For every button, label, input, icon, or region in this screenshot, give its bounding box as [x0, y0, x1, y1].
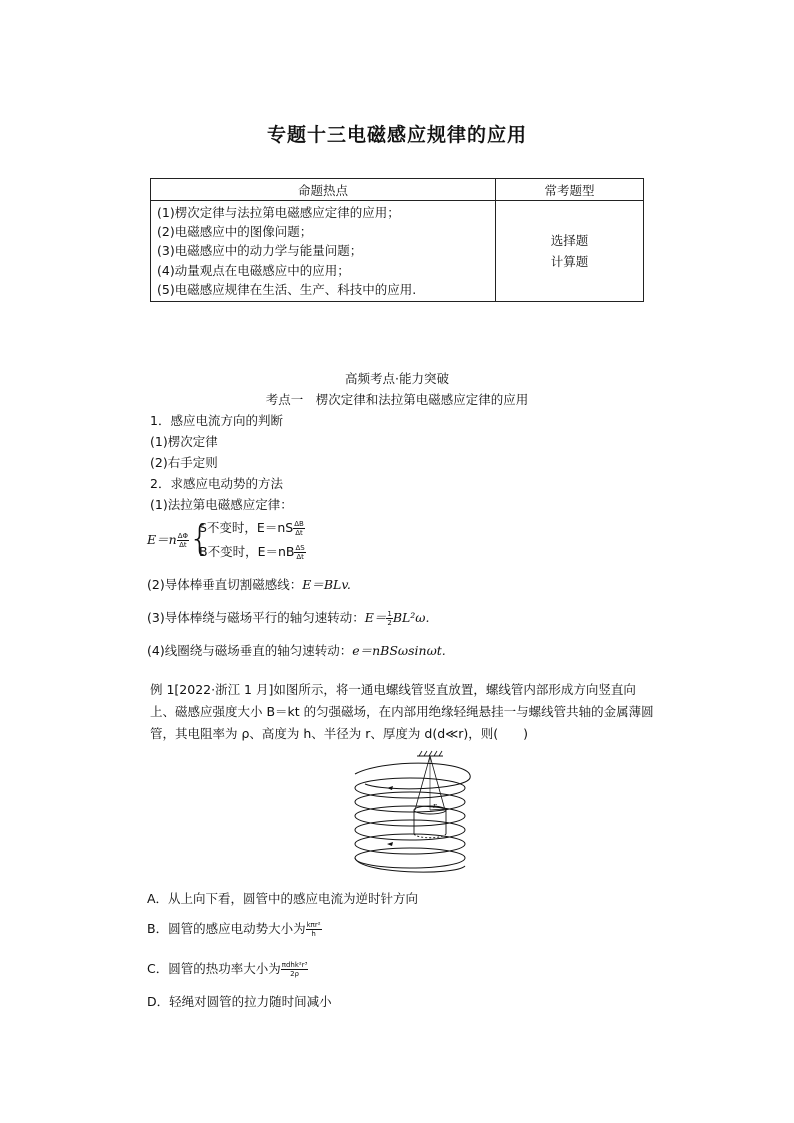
formula-blv: E＝BLv.: [302, 577, 351, 592]
fraction: $\frac{\text{kπr²}}{h}$: [306, 921, 321, 938]
point-1b: (2)右手定则: [150, 455, 218, 470]
choice-b[interactable]: B．圆管的感应电动势大小为 $\frac{\text{kπr²}}{h}$: [147, 921, 321, 938]
topic-list: [151, 201, 496, 302]
point-1: 1．感应电流方向的判断: [150, 413, 283, 428]
list-item: (3)电磁感应中的动力学与能量问题；: [157, 243, 363, 259]
fraction: $\frac{\text{πdhk²r³}}{2\rho}$: [281, 961, 308, 978]
list-item: (4)动量观点在电磁感应中的应用；: [157, 262, 350, 278]
list-item: (5)电磁感应规律在生活、生产、科技中的应用.: [157, 281, 417, 297]
section-heading: 高频考点·能力突破: [345, 371, 449, 386]
fraction: $\frac{\Delta S}{\Delta t}$: [295, 544, 305, 561]
list-item: (1)楞次定律与法拉第电磁感应定律的应用；: [157, 205, 400, 220]
fraction: $\frac{\Delta\Phi}{\Delta t}$: [177, 532, 188, 549]
point-2d: (4)线圈绕与磁场垂直的轴匀速转动：e＝nBSωsinωt.: [147, 643, 446, 658]
choice-c[interactable]: C．圆管的热功率大小为 $\frac{\text{πdhk²r³}}{2\rho}$: [147, 961, 308, 978]
formula-case-1: S不变时，E＝nS: [199, 520, 294, 535]
point-1a: (1)楞次定律: [150, 434, 218, 449]
svg-text:r: r: [433, 802, 437, 810]
topic-table: [150, 178, 644, 302]
formula-lhs: E＝n: [147, 532, 177, 547]
table-header-types: 常考题型: [496, 179, 644, 201]
brace-icon: {: [189, 519, 211, 559]
fraction: $\frac{1}{2}$: [387, 610, 392, 627]
faraday-formula: [147, 518, 407, 568]
question-type: 选择题: [550, 233, 589, 248]
section-subheading: 考点一 楞次定律和法拉第电磁感应定律的应用: [265, 392, 529, 407]
point-2: 2．求感应电动势的方法: [150, 476, 283, 491]
choice-a[interactable]: A．从上向下看，圆管中的感应电流为逆时针方向: [147, 891, 419, 906]
list-item: (2)电磁感应中的图像问题；: [157, 224, 313, 240]
point-2b: (2)导体棒垂直切割磁感线：E＝BLv.: [147, 577, 351, 592]
formula-emf: e＝nBSωsinωt.: [352, 643, 446, 658]
question-types: [496, 201, 644, 302]
fraction: $\frac{\Delta B}{\Delta t}$: [294, 520, 304, 537]
page-title: 专题十三电磁感应规律的应用: [266, 124, 527, 146]
question-type: 计算题: [550, 254, 589, 269]
point-2a: (1)法拉第电磁感应定律：: [150, 497, 293, 512]
solenoid-figure: [325, 748, 475, 888]
table-header-topics: 命题热点: [151, 179, 496, 201]
example-1: 例 1[2022·浙江 1 月]如图所示，将一通电螺线管竖直放置，螺线管内部形成方向竖直向 上、磁感应强度大小 B＝kt 的匀强磁场，在内部用绝缘轻绳悬挂一与螺线管共轴的金属薄圆 管，其电阻率为 ρ、高度为 h、半径为 r、厚度为 d(d≪r)，则( ): [150, 682, 654, 741]
point-2c: (3)导体棒绕与磁场平行的轴匀速转动：E＝ $\frac{1}{2}$ BL²ω.: [147, 610, 430, 627]
formula-case-2: B不变时，E＝nB: [199, 544, 295, 559]
choice-d[interactable]: D．轻绳对圆管的拉力随时间减小: [147, 994, 332, 1009]
